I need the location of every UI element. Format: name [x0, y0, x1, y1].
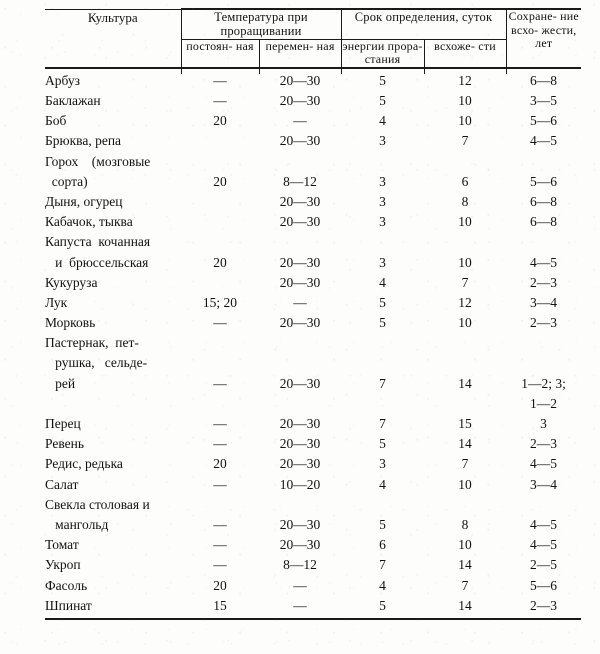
cell-germination-energy: 5 [379, 72, 386, 88]
cell-culture: Арбуз [45, 72, 80, 88]
table-row [45, 437, 581, 457]
table-row [45, 518, 581, 538]
cell-culture: Горох (мозговые [45, 153, 151, 169]
cell-viability: 6—8 [530, 193, 558, 209]
cell-germination-energy [341, 155, 424, 175]
cell-germination-rate: 14 [458, 557, 472, 573]
cell-germination-energy: 5 [379, 315, 386, 331]
table-row [45, 296, 581, 316]
cell-culture: рушка, сельде- [45, 355, 148, 371]
cell-viability: 5—6 [530, 173, 558, 189]
cell-constant-temperature [181, 134, 259, 154]
cell-germination-rate [424, 498, 506, 518]
cell-viability: 2—3 [530, 436, 558, 452]
cell-germination-energy: 3 [379, 456, 386, 472]
cell-germination-energy: 5 [379, 597, 386, 613]
cell-culture: Морковь [45, 315, 96, 331]
cell-constant-temperature: — [213, 557, 227, 573]
cell-constant-temperature: — [213, 476, 227, 492]
table-row [45, 478, 581, 498]
cell-constant-temperature [181, 356, 259, 376]
cell-germination-rate: 14 [458, 436, 472, 452]
cell-viability: 3 [540, 416, 547, 432]
cell-constant-temperature: — [213, 375, 227, 391]
cell-constant-temperature [181, 235, 259, 255]
table-row [45, 276, 581, 296]
table-row [45, 94, 581, 114]
cell-viability: 2—5 [530, 557, 558, 573]
cell-culture: сорта) [45, 173, 88, 189]
cell-constant-temperature: 20 [213, 577, 227, 593]
cell-variable-temperature: 20—30 [279, 375, 321, 391]
cell-germination-energy: 3 [379, 214, 386, 230]
cell-germination-rate: 15 [458, 416, 472, 432]
cell-variable-temperature: 20—30 [279, 416, 321, 432]
cell-germination-rate: 10 [458, 113, 472, 129]
cell-germination-rate: 8 [461, 516, 469, 532]
header-variable-temperature: перемен- ная [259, 39, 341, 68]
cell-germination-energy: 4 [379, 577, 386, 593]
table-row [45, 235, 581, 255]
cell-viability: 2—3 [530, 597, 558, 613]
cell-culture: Дыня, огурец [45, 193, 123, 209]
cell-variable-temperature: 20—30 [279, 133, 321, 149]
cell-culture: Кабачок, тыква [45, 214, 133, 230]
table-row [45, 599, 581, 619]
cell-germination-rate: 14 [458, 375, 472, 391]
cell-germination-rate: 10 [458, 93, 472, 109]
cell-germination-energy [341, 235, 424, 255]
cell-culture: Салат [45, 476, 79, 492]
cell-germination-rate: 14 [458, 597, 472, 613]
cell-germination-rate [424, 356, 506, 376]
table-row [45, 134, 581, 154]
cell-variable-temperature: 20—30 [279, 516, 321, 532]
cell-variable-temperature [259, 397, 341, 417]
cell-germination-rate: 7 [461, 274, 469, 290]
cell-germination-energy: 7 [379, 416, 386, 432]
cell-viability: 2—3 [530, 315, 558, 331]
cell-viability: 4—5 [530, 254, 558, 270]
header-row-groups [45, 9, 581, 39]
cell-constant-temperature: 20 [213, 173, 227, 189]
bottom-rule-seg-2 [181, 619, 259, 623]
cell-germination-rate: 12 [458, 294, 472, 310]
cell-constant-temperature: 15; 20 [202, 294, 238, 310]
cell-viability [506, 336, 581, 356]
cell-germination-energy: 5 [379, 516, 386, 532]
table-row [45, 417, 581, 437]
cell-viability: 5—6 [530, 577, 558, 593]
cell-culture: Томат [45, 537, 79, 553]
cell-constant-temperature [181, 155, 259, 175]
bottom-rule-seg-1 [45, 619, 181, 623]
cell-viability [506, 235, 581, 255]
cell-culture: Лук [45, 294, 68, 310]
cell-constant-temperature [181, 195, 259, 215]
cell-variable-temperature: 20—30 [279, 436, 321, 452]
cell-germination-energy [341, 356, 424, 376]
cell-germination-rate: 7 [461, 133, 469, 149]
table-row [45, 498, 581, 518]
cell-constant-temperature [181, 498, 259, 518]
cell-germination-energy [341, 336, 424, 356]
cell-variable-temperature [259, 155, 341, 175]
cell-variable-temperature [259, 498, 341, 518]
cell-germination-energy: 5 [379, 294, 386, 310]
cell-constant-temperature: — [213, 315, 227, 331]
table-header [45, 9, 581, 74]
cell-variable-temperature: 20—30 [279, 315, 321, 331]
cell-variable-temperature: 20—30 [279, 274, 321, 290]
table-row [45, 558, 581, 578]
cell-germination-rate: 7 [461, 577, 469, 593]
bottom-rule-seg-3 [259, 619, 341, 623]
cell-germination-energy: 4 [379, 113, 386, 129]
cell-germination-energy: 3 [379, 173, 386, 189]
cell-variable-temperature: 20—30 [279, 193, 321, 209]
cell-germination-rate [424, 235, 506, 255]
header-group-period: Срок определения, суток [341, 9, 506, 39]
cell-viability: 6—8 [530, 72, 558, 88]
cell-culture: Брюква, репа [45, 133, 122, 149]
header-germination-energy: энергии прора- стания [342, 38, 423, 67]
cell-culture: и брюссельская [45, 254, 149, 270]
cell-constant-temperature: — [213, 72, 227, 88]
cell-germination-rate: 8 [461, 193, 469, 209]
cell-germination-rate: 10 [458, 254, 472, 270]
cell-culture: мангольд [45, 516, 109, 532]
cell-culture: Шпинат [45, 597, 92, 613]
cell-viability: 2—3 [530, 274, 558, 290]
table-row [45, 215, 581, 235]
table-row [45, 74, 581, 94]
cell-germination-energy [341, 498, 424, 518]
cell-variable-temperature: 20—30 [279, 214, 321, 230]
bottom-rule-seg-6 [506, 619, 581, 623]
cell-germination-energy: 6 [379, 537, 386, 553]
cell-germination-energy: 3 [379, 193, 386, 209]
cell-variable-temperature: 20—30 [279, 72, 321, 88]
table-row [45, 538, 581, 558]
cell-constant-temperature [181, 336, 259, 356]
cell-germination-energy: 7 [379, 557, 386, 573]
cell-constant-temperature [181, 397, 259, 417]
cell-culture: Фасоль [45, 577, 88, 593]
table-row [45, 316, 581, 336]
cell-viability: 4—5 [530, 456, 558, 472]
table-row [45, 155, 581, 175]
cell-culture: Кукуруза [45, 274, 98, 290]
cell-variable-temperature: — [293, 113, 307, 129]
cell-viability: 6—8 [530, 214, 558, 230]
cell-germination-energy: 3 [379, 133, 386, 149]
cell-constant-temperature [181, 215, 259, 235]
table-row [45, 195, 581, 215]
header-germination-rate: всхоже- сти [424, 39, 506, 68]
cell-variable-temperature: — [293, 294, 307, 310]
cell-germination-rate: 10 [458, 214, 472, 230]
cell-viability [506, 356, 581, 376]
cell-constant-temperature: — [213, 416, 227, 432]
header-group-temperature: Температура при проращивании [181, 9, 341, 39]
cell-constant-temperature: — [213, 93, 227, 109]
cell-constant-temperature: 20 [213, 254, 227, 270]
cell-viability [506, 498, 581, 518]
table-row [45, 457, 581, 477]
cell-variable-temperature: 20—30 [279, 93, 321, 109]
cell-germination-rate: 10 [458, 537, 472, 553]
table-row [45, 256, 581, 276]
cell-constant-temperature: — [213, 436, 227, 452]
cell-variable-temperature [259, 235, 341, 255]
cell-culture: Капуста кочанная [45, 234, 151, 250]
cell-variable-temperature [259, 356, 341, 376]
cell-variable-temperature: 8—12 [283, 557, 317, 573]
bottom-rule-seg-5 [424, 619, 506, 623]
cell-germination-rate: 10 [458, 476, 472, 492]
table-row [45, 175, 581, 195]
cell-variable-temperature: — [293, 597, 307, 613]
table-row [45, 579, 581, 599]
cell-germination-energy: 7 [379, 375, 386, 391]
table-row [45, 397, 581, 417]
cell-germination-rate [424, 155, 506, 175]
cell-culture: Укроп [45, 557, 81, 573]
cell-viability: 3—4 [530, 476, 558, 492]
cell-variable-temperature [259, 336, 341, 356]
cell-culture: Ревень [45, 436, 84, 452]
bottom-rule-seg-4 [341, 619, 424, 623]
cell-constant-temperature: 20 [213, 456, 227, 472]
cell-constant-temperature: 15 [213, 597, 227, 613]
table-body [45, 74, 581, 623]
cell-culture: Пастернак, пет- [45, 335, 139, 351]
table-bottom-rule [45, 619, 581, 623]
cell-viability: 4—5 [530, 516, 558, 532]
cell-culture [45, 397, 181, 417]
table-row [45, 377, 581, 397]
cell-variable-temperature: — [293, 577, 307, 593]
cell-germination-energy [341, 397, 424, 417]
header-viability: Сохране- ние всхо- жести, лет [506, 9, 581, 68]
header-constant-temperature: постоян- ная [181, 39, 259, 68]
table-row [45, 114, 581, 134]
cell-culture: Баклажан [45, 93, 101, 109]
cell-variable-temperature: 8—12 [283, 173, 317, 189]
cell-viability: 4—5 [530, 133, 558, 149]
cell-germination-energy: 4 [379, 476, 386, 492]
cell-constant-temperature: — [213, 516, 227, 532]
cell-constant-temperature: 20 [213, 113, 227, 129]
cell-constant-temperature [181, 276, 259, 296]
cell-variable-temperature: 10—20 [279, 476, 321, 492]
cell-germination-rate: 10 [458, 315, 472, 331]
cell-germination-rate [424, 336, 506, 356]
cell-variable-temperature: 20—30 [279, 254, 321, 270]
cell-culture: Перец [45, 416, 81, 432]
cell-germination-rate: 7 [461, 456, 469, 472]
cell-germination-energy: 3 [379, 254, 386, 270]
cell-culture: Редис, редька [45, 456, 123, 472]
header-culture: Культура [45, 9, 181, 68]
cell-germination-energy: 5 [379, 436, 386, 452]
cell-variable-temperature: 20—30 [279, 537, 321, 553]
table-row [45, 336, 581, 356]
cell-viability [506, 155, 581, 175]
cell-germination-rate [424, 397, 506, 417]
cell-viability: 3—5 [530, 93, 558, 109]
cell-culture: рей [45, 375, 76, 391]
cell-culture: Свекла столовая и [45, 496, 150, 512]
cell-germination-rate: 6 [461, 173, 469, 189]
seed-germination-table [45, 8, 581, 623]
cell-viability: 5—6 [530, 113, 558, 129]
cell-culture: Боб [45, 113, 67, 129]
cell-viability: 4—5 [530, 537, 558, 553]
table-row [45, 356, 581, 376]
cell-germination-energy: 4 [379, 274, 386, 290]
cell-viability: 1—2 [530, 395, 558, 411]
cell-viability: 1—2; 3; [521, 375, 566, 391]
cell-constant-temperature: — [213, 537, 227, 553]
cell-germination-energy: 5 [379, 93, 386, 109]
cell-viability: 3—4 [530, 294, 558, 310]
cell-variable-temperature: 20—30 [279, 456, 321, 472]
cell-germination-rate: 12 [458, 72, 472, 88]
